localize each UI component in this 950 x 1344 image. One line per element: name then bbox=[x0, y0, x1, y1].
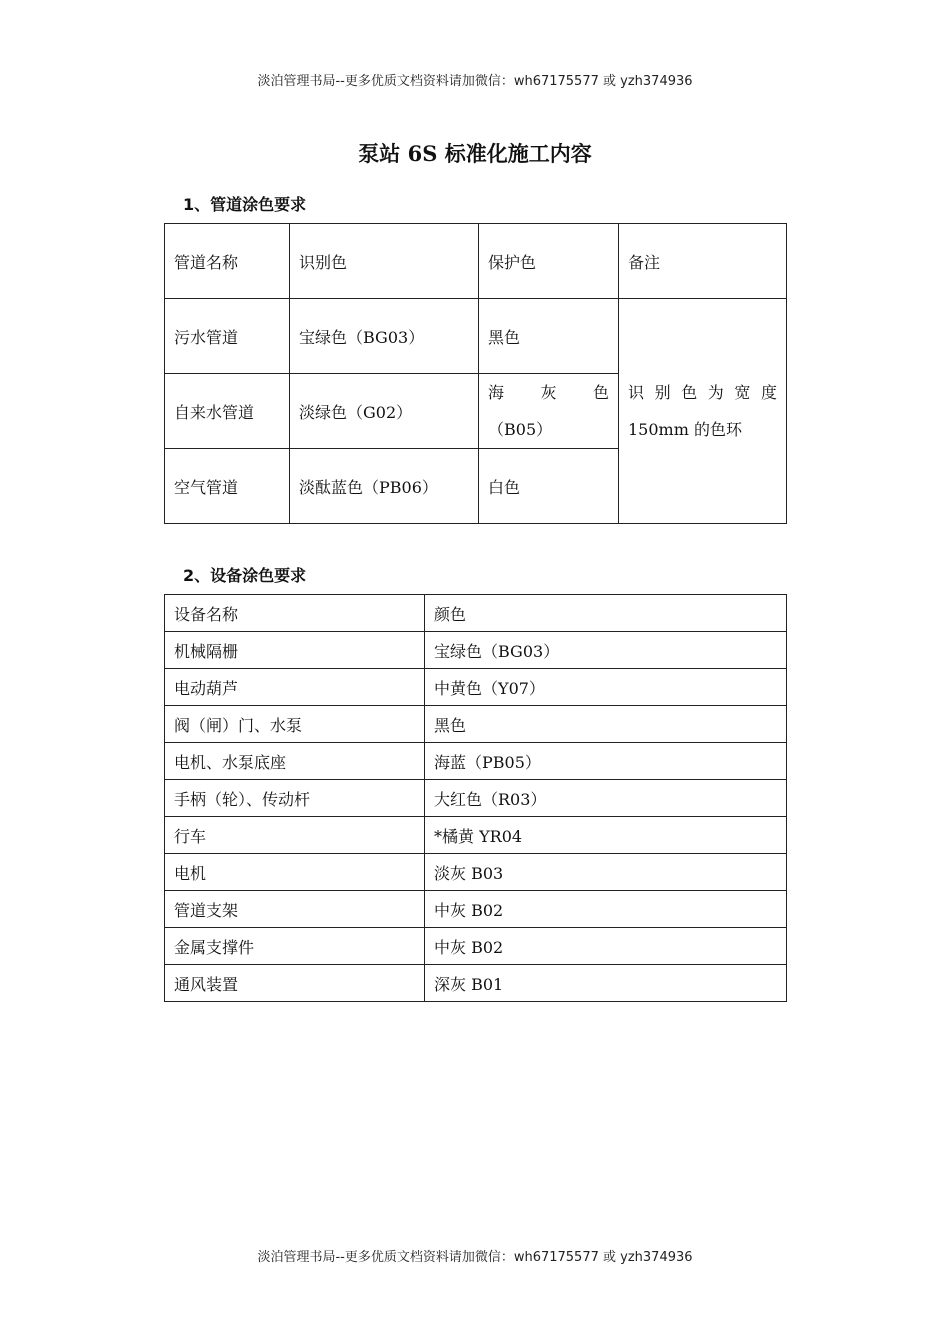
table-row bbox=[165, 632, 787, 669]
equipment-name-cell: 电机、水泵底座 bbox=[165, 743, 425, 780]
header-cell: 保护色 bbox=[479, 224, 619, 299]
header-cell: 颜色 bbox=[425, 595, 787, 632]
table-header-row bbox=[165, 224, 787, 299]
note-line: 识别色为宽度 bbox=[628, 383, 777, 402]
equipment-name-cell: 阀（闸）门、水泵 bbox=[165, 706, 425, 743]
equipment-name-cell: 电动葫芦 bbox=[165, 669, 425, 706]
equipment-name-cell: 金属支撑件 bbox=[165, 928, 425, 965]
table-row bbox=[165, 928, 787, 965]
header-cell: 管道名称 bbox=[165, 224, 290, 299]
id-color-cell: 宝绿色（BG03） bbox=[290, 299, 479, 374]
equipment-color-cell: 中黄色（Y07） bbox=[425, 669, 787, 706]
protect-line: （B05） bbox=[488, 420, 553, 439]
equipment-name-cell: 手柄（轮）、传动杆 bbox=[165, 780, 425, 817]
equipment-name-cell: 机械隔栅 bbox=[165, 632, 425, 669]
equipment-name-cell: 管道支架 bbox=[165, 891, 425, 928]
header-cell: 备注 bbox=[619, 224, 787, 299]
table-row bbox=[165, 706, 787, 743]
table-header-row bbox=[165, 595, 787, 632]
equipment-color-cell: *橘黄 YR04 bbox=[425, 817, 787, 854]
equipment-color-cell: 中灰 B02 bbox=[425, 891, 787, 928]
pipe-color-table bbox=[164, 223, 787, 524]
equipment-name-cell: 电机 bbox=[165, 854, 425, 891]
pipe-name-cell: 污水管道 bbox=[165, 299, 290, 374]
header-cell: 识别色 bbox=[290, 224, 479, 299]
header-cell: 设备名称 bbox=[165, 595, 425, 632]
protect-color-cell: 白色 bbox=[479, 449, 619, 524]
page-header: 淡泊管理书局--更多优质文档资料请加微信：wh67175577 或 yzh374936 bbox=[257, 74, 693, 89]
protect-color-cell: 黑色 bbox=[479, 299, 619, 374]
table-row bbox=[165, 854, 787, 891]
note-cell bbox=[619, 299, 787, 524]
table-row bbox=[165, 669, 787, 706]
equipment-color-cell: 中灰 B02 bbox=[425, 928, 787, 965]
table-row bbox=[165, 299, 787, 374]
document-title: 泵站 6S 标准化施工内容 bbox=[358, 141, 592, 166]
equipment-name-cell: 行车 bbox=[165, 817, 425, 854]
pipe-name-cell: 空气管道 bbox=[165, 449, 290, 524]
equipment-color-cell: 深灰 B01 bbox=[425, 965, 787, 1002]
equipment-color-cell: 海蓝（PB05） bbox=[425, 743, 787, 780]
equipment-color-cell: 黑色 bbox=[425, 706, 787, 743]
protect-line: 海 灰 色 bbox=[488, 383, 609, 402]
table-row bbox=[165, 743, 787, 780]
equipment-color-table bbox=[164, 594, 787, 1002]
section-heading-equipment: 2、设备涂色要求 bbox=[183, 566, 307, 585]
page-footer: 淡泊管理书局--更多优质文档资料请加微信：wh67175577 或 yzh374936 bbox=[257, 1250, 693, 1265]
table-row bbox=[165, 965, 787, 1002]
table-row bbox=[165, 891, 787, 928]
equipment-color-cell: 宝绿色（BG03） bbox=[425, 632, 787, 669]
table-row bbox=[165, 780, 787, 817]
id-color-cell: 淡绿色（G02） bbox=[290, 374, 479, 449]
table-row bbox=[165, 817, 787, 854]
protect-color-cell bbox=[479, 374, 619, 449]
equipment-name-cell: 通风装置 bbox=[165, 965, 425, 1002]
section-heading-pipes: 1、管道涂色要求 bbox=[183, 195, 307, 214]
equipment-color-cell: 淡灰 B03 bbox=[425, 854, 787, 891]
note-line: 150mm 的色环 bbox=[628, 420, 742, 439]
equipment-color-cell: 大红色（R03） bbox=[425, 780, 787, 817]
pipe-name-cell: 自来水管道 bbox=[165, 374, 290, 449]
id-color-cell: 淡酞蓝色（PB06） bbox=[290, 449, 479, 524]
